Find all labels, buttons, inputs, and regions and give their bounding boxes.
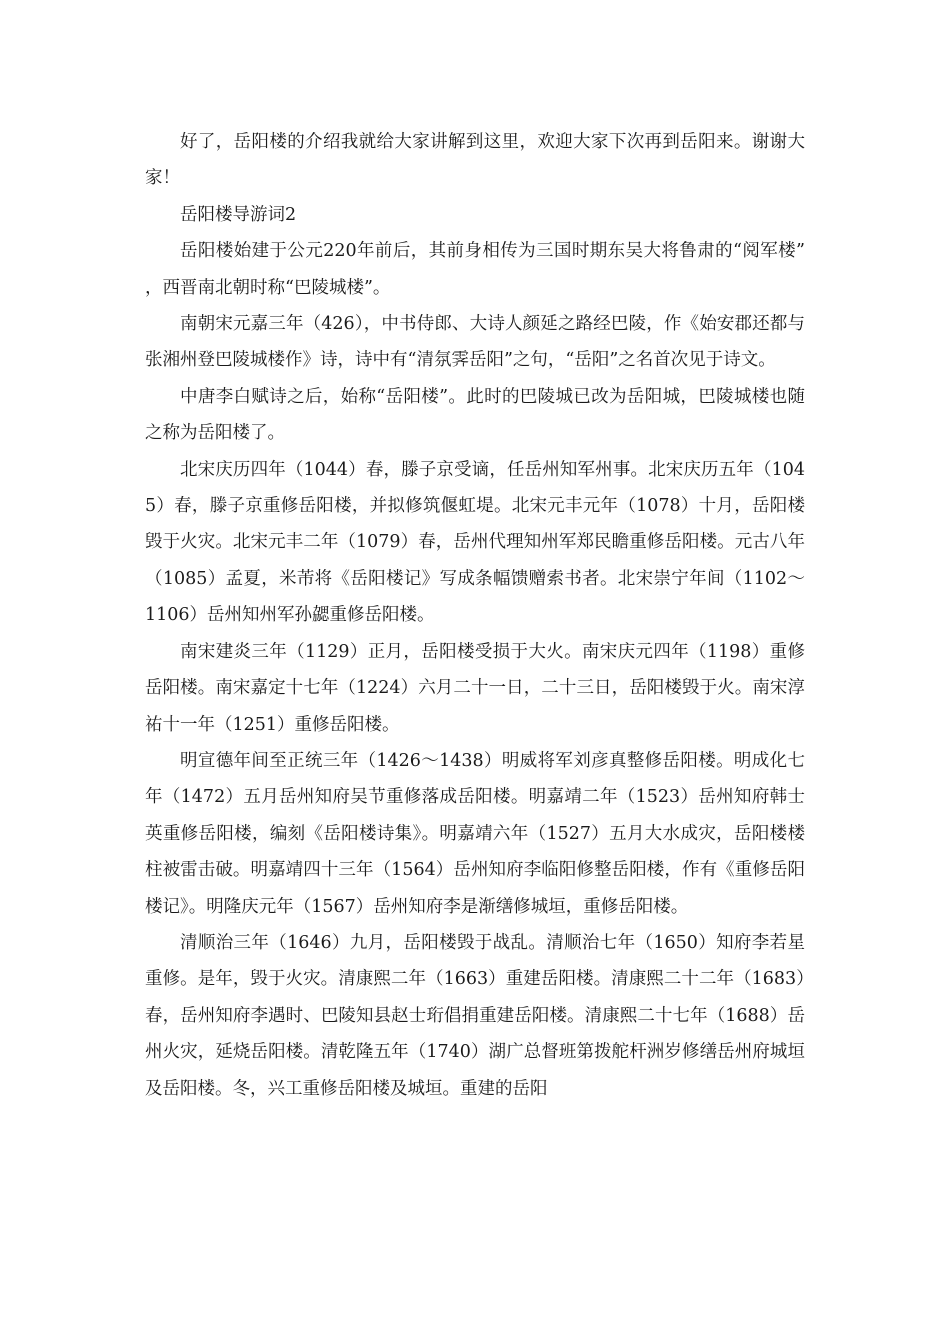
paragraph-southern-song: 南宋建炎三年（1129）正月，岳阳楼受损于大火。南宋庆元四年（1198）重修岳阳楼。南宋嘉定十七年（1224）六月二十一日，二十三日，岳阳楼毁于火。南宋淳祐十一年（1251）重修岳阳楼。	[145, 641, 805, 735]
paragraph-origin: 岳阳楼始建于公元220年前后，其前身相传为三国时期东吴大将鲁肃的“阅军楼”，西晋南北朝时称“巴陵城楼”。	[145, 241, 805, 298]
section-heading: 岳阳楼导游词2	[180, 204, 297, 225]
closing-paragraph: 好了，岳阳楼的介绍我就给大家讲解到这里，欢迎大家下次再到岳阳来。谢谢大家！	[145, 132, 805, 189]
paragraph-tang: 中唐李白赋诗之后，始称“岳阳楼”。此时的巴陵城已改为岳阳城，巴陵城楼也随之称为岳阳楼了。	[145, 386, 805, 444]
paragraph-ming: 明宣德年间至正统三年（1426～1438）明威将军刘彦真整修岳阳楼。明成化七年（1472）五月岳州知府吴节重修落成岳阳楼。明嘉靖二年（1523）岳州知府韩士英重修岳阳楼，编刻《岳阳楼诗集》。明嘉靖六年（1527）五月大水成灾，岳阳楼楼柱被雷击破。明嘉靖四十三年（1564）岳州知府李临阳修整岳阳楼，作有《重修岳阳楼记》。明隆庆元年（1567）岳州知府李是渐缮修城垣，重修岳阳楼。	[145, 750, 805, 917]
paragraph-southern-dynasty: 南朝宋元嘉三年（426），中书侍郎、大诗人颜延之路经巴陵，作《始安郡还都与张湘州登巴陵城楼作》诗，诗中有“清氛霁岳阳”之句，“岳阳”之名首次见于诗文。	[145, 314, 805, 371]
document-body	[145, 124, 805, 1107]
paragraph-northern-song: 北宋庆历四年（1044）春，滕子京受谪，任岳州知军州事。北宋庆历五年（1045）春，滕子京重修岳阳楼，并拟修筑偃虹堤。北宋元丰元年（1078）十月，岳阳楼毁于火灾。北宋元丰二年（1079）春，岳州代理知州军郑民瞻重修岳阳楼。元古八年（1085）孟夏，米芾将《岳阳楼记》写成条幅馈赠索书者。北宋崇宁年间（1102～1106）岳州知州军孙勰重修岳阳楼。	[145, 459, 805, 626]
paragraph-qing: 清顺治三年（1646）九月，岳阳楼毁于战乱。清顺治七年（1650）知府李若星重修。是年，毁于火灾。清康熙二年（1663）重建岳阳楼。清康熙二十二年（1683）春，岳州知府李遇时、巴陵知县赵士珩倡捐重建岳阳楼。清康熙二十七年（1688）岳州火灾，延烧岳阳楼。清乾隆五年（1740）湖广总督班第拨舵杆洲岁修缮岳州府城垣及岳阳楼。冬，兴工重修岳阳楼及城垣。重建的岳阳	[145, 932, 805, 1099]
